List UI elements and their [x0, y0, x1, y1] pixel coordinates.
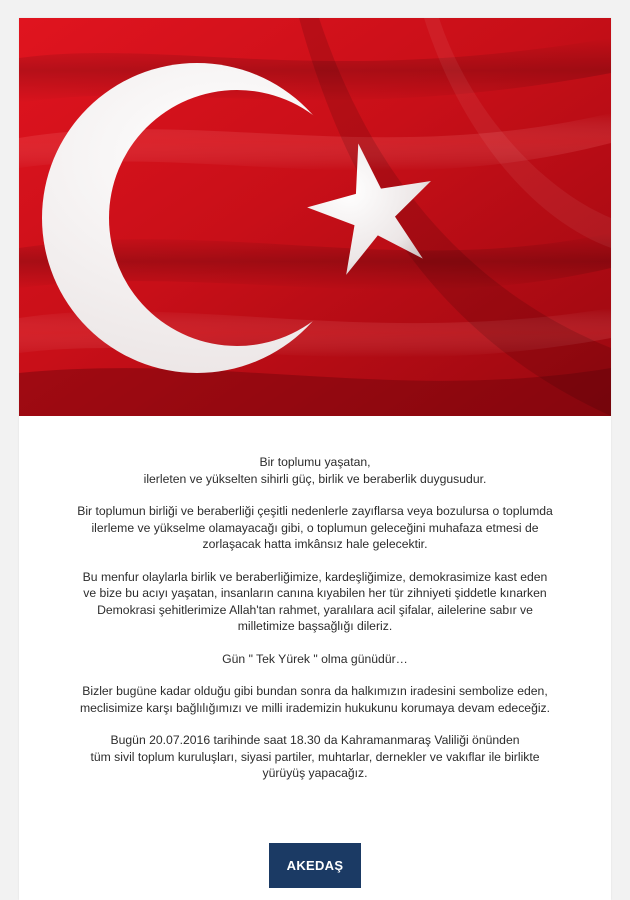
- announcement-card: [19, 18, 611, 900]
- paragraph-2: Bir toplumun birliği ve beraberliği çeşitli nedenlerle zayıflarsa veya bozulursa o toplumda ilerleme ve yükselme olamayacağı gibi, o toplumun geleceğini muhafaza etmesi de zorlaşacak hatta imkânsız hale gelecektir.: [77, 504, 553, 551]
- paragraph-1: Bir toplumu yaşatan, ilerleten ve yükselten sihirli güç, birlik ve beraberlik duygusudur.: [143, 455, 487, 486]
- paragraph-5: Bizler bugüne kadar olduğu gibi bundan sonra da halkımızın iradesini sembolize eden, meclisimize karşı bağlılığımızı ve milli irademizin hukukunu korumaya devam edeceğiz.: [79, 684, 551, 715]
- paragraph-3: Bu menfur olaylarla birlik ve beraberliğimize, kardeşliğimize, demokrasimize kast eden ve bize bu acıyı yaşatan, insanların canına kıyabilen her tür zihniyeti şiddetle kınarken Demokrasi şehitlerimize Allah'tan rahmet, yaralılara acil şifalar, ailelerine sabır ve milletimize başsağlığı dileriz.: [82, 569, 548, 633]
- turkish-flag-image: [19, 18, 611, 416]
- paragraph-4: Gün " Tek Yürek " olma günüdür…: [222, 651, 408, 666]
- announcement-text: [19, 454, 611, 798]
- paragraph-6: Bugün 20.07.2016 tarihinde saat 18.30 da Kahramanmaraş Valiliği önünden tüm sivil toplum kuruluşları, siyasi partiler, muhtarlar, dernekler ve vakıflar ile birlikte yürüyüş yapacağız.: [90, 733, 540, 780]
- flag-icon: [19, 18, 611, 416]
- akedas-logo: [269, 843, 361, 888]
- logo-text: AKEDAŞ: [286, 858, 344, 873]
